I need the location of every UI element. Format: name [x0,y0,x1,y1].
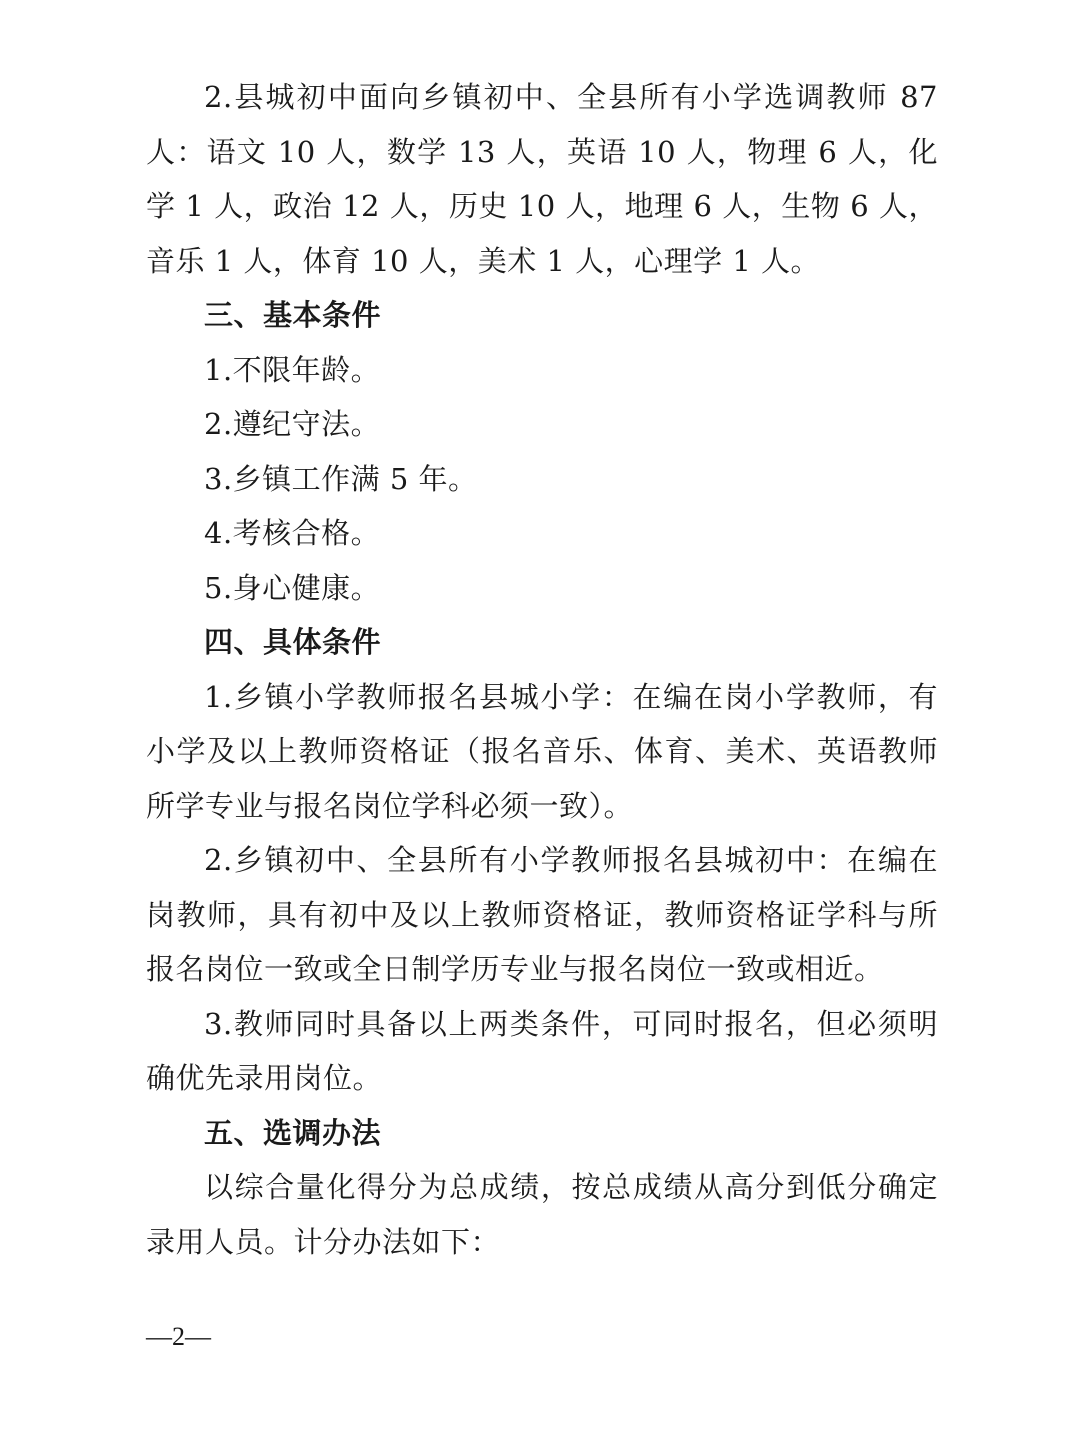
page-number: —2— [146,1322,211,1351]
paragraph-primary-school-application: 1.乡镇小学教师报名县城小学：在编在岗小学教师，有小学及以上教师资格证（报名音乐、体育、美术、英语教师所学专业与报名岗位学科必须一致）。 [146,679,938,823]
paragraph-dual-eligibility: 3.教师同时具备以上两类条件，可同时报名，但必须明确优先录用岗位。 [146,1006,938,1095]
paragraph-condition-assessment: 4.考核合格。 [204,516,381,550]
paragraph-scoring-method: 以综合量化得分为总成绩，按总成绩从高分到低分确定录用人员。计分办法如下： [146,1170,938,1259]
paragraph-condition-health: 5.身心健康。 [204,570,381,605]
paragraph-condition-service-years: 3.乡镇工作满 5 年。 [204,461,478,496]
paragraph-junior-high-application: 2.乡镇初中、全县所有小学教师报名县城初中：在编在岗教师，具有初中及以上教师资格证，教师资格证学科与所报名岗位一致或全日制学历专业与报名岗位一致或相近。 [146,843,938,986]
document-body [146,70,938,1269]
section-heading-selection-method: 五、选调办法 [204,1115,382,1150]
section-heading-basic-conditions: 三、基本条件 [204,298,382,332]
paragraph-condition-age: 1.不限年龄。 [204,352,381,387]
paragraph-subject-quota: 2.县城初中面向乡镇初中、全县所有小学选调教师 87 人：语文 10 人，数学 13 人，英语 10 人，物理 6 人，化学 1 人，政治 12 人，历史 10 人，地理 6 人，生物 6 人，音乐 1 人，体育 10 人，美术 1 人，心理学 1 人。 [146,80,938,278]
paragraph-condition-law: 2.遵纪守法。 [204,407,381,441]
section-heading-specific-conditions: 四、具体条件 [204,625,382,659]
